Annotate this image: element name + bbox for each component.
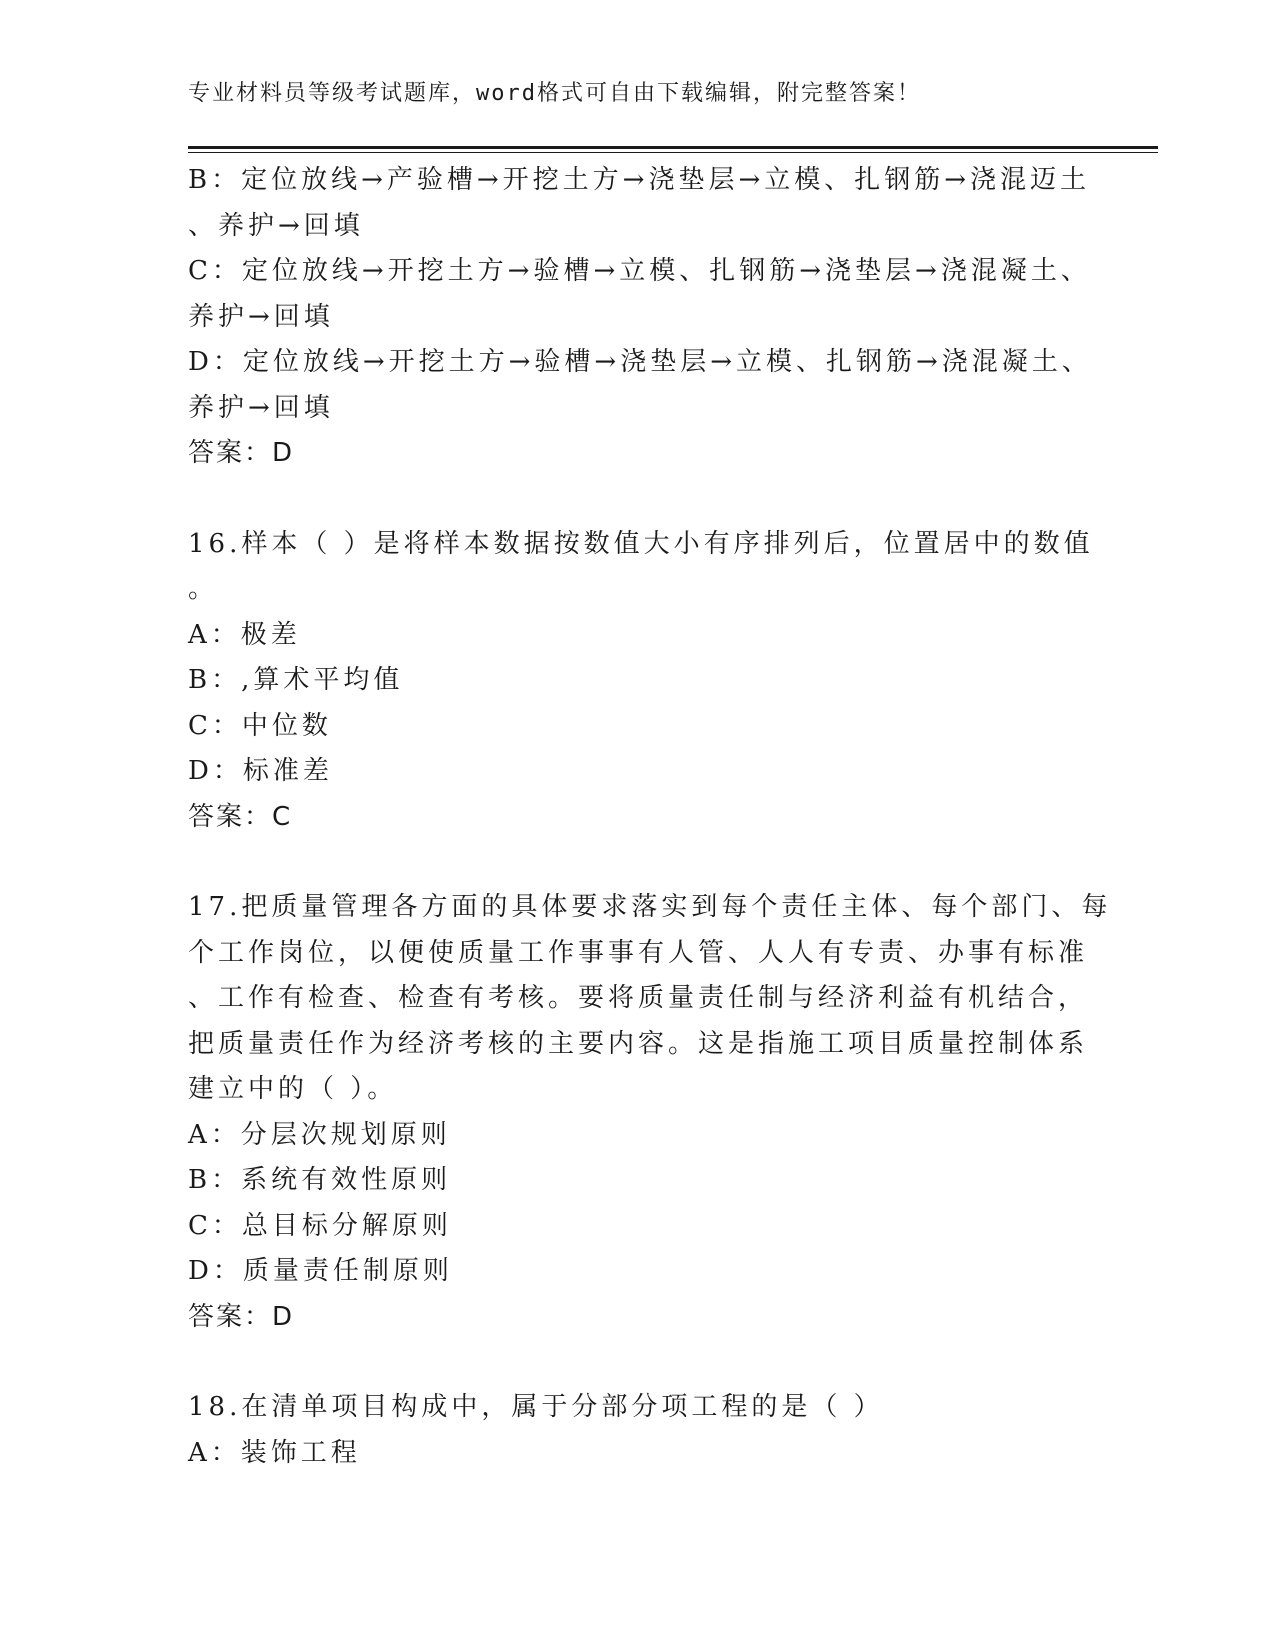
answer-line: 答案：C xyxy=(188,801,293,832)
spacer xyxy=(188,1340,1088,1385)
option-b: B：系统有效性原则 xyxy=(188,1165,452,1195)
question-stem: 把质量责任作为经济考核的主要内容。这是指施工项目质量控制体系 xyxy=(188,1028,1089,1059)
header-rule-thick xyxy=(188,146,1158,149)
question-17 xyxy=(188,885,1112,1340)
question-stem: 17.把质量管理各方面的具体要求落实到每个责任主体、每个部门、每 xyxy=(188,892,1112,922)
option-a: A：极差 xyxy=(188,619,301,650)
spacer xyxy=(188,840,1088,885)
spacer xyxy=(188,477,1088,522)
question-16 xyxy=(188,522,1094,841)
question-18 xyxy=(188,1385,1088,1476)
document-body xyxy=(188,158,1112,1476)
option-d: D：标准差 xyxy=(188,756,333,786)
option-line: C：定位放线→开挖土方→验槽→立模、扎钢筋→浇垫层→浇混凝土、 xyxy=(188,256,1091,286)
question-15-continued xyxy=(188,158,1092,477)
question-stem: 建立中的（ ）。 xyxy=(188,1074,398,1104)
option-b: B：,算术平均值 xyxy=(188,665,404,695)
option-a: A：装饰工程 xyxy=(188,1437,361,1468)
option-a: A：分层次规划原则 xyxy=(188,1119,451,1150)
question-stem: 16.样本（ ）是将样本数据按数值大小有序排列后，位置居中的数值 xyxy=(188,528,1094,559)
option-d: D：质量责任制原则 xyxy=(188,1256,453,1286)
answer-line: 答案：D xyxy=(188,438,295,468)
page-header: 专业材料员等级考试题库，word格式可自由下载编辑，附完整答案！ xyxy=(188,81,921,106)
option-line: D：定位放线→开挖土方→验槽→浇垫层→立模、扎钢筋→浇混凝土、 xyxy=(188,347,1092,377)
option-line: 养护→回填 xyxy=(188,392,334,423)
option-line: B：定位放线→产验槽→开挖土方→浇垫层→立模、扎钢筋→浇混迈土 xyxy=(188,165,1091,195)
question-stem: 、工作有检查、检查有考核。要将质量责任制与经济利益有机结合， xyxy=(188,983,1089,1013)
option-line: 、养护→回填 xyxy=(188,210,364,241)
option-line: 养护→回填 xyxy=(188,301,334,332)
option-c: C：中位数 xyxy=(188,710,332,741)
header-rule-thin xyxy=(188,152,1158,153)
question-stem: 。 xyxy=(188,574,219,604)
option-c: C：总目标分解原则 xyxy=(188,1210,452,1241)
question-stem: 18.在清单项目构成中，属于分部分项工程的是（ ） xyxy=(188,1392,884,1422)
question-stem: 个工作岗位，以便使质量工作事事有人管、人人有专责、办事有标准 xyxy=(188,937,1089,968)
answer-line: 答案：D xyxy=(188,1301,295,1332)
